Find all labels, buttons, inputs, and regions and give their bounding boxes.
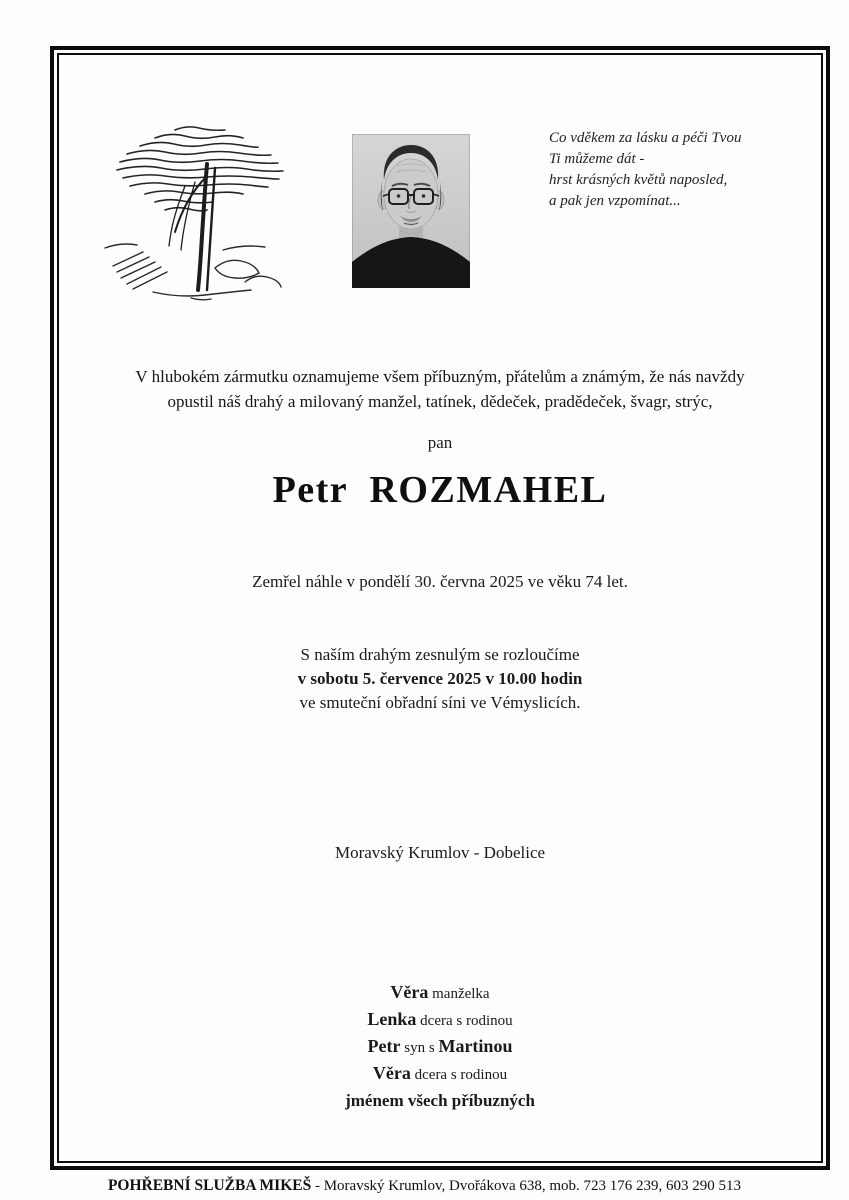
funeral-company-name: POHŘEBNÍ SLUŽBA MIKEŠ [107, 1177, 312, 1194]
mourner-row [60, 1007, 820, 1034]
deceased-portrait-photo [352, 134, 470, 288]
verse-line: Co vděkem za lásku a péči Tvou [549, 130, 742, 146]
residence-location: Moravský Krumlov - Dobelice [334, 843, 546, 862]
funeral-company-details: - Moravský Krumlov, Dvořákova 638, mob. 723 176 239, 603 290 513 [314, 1178, 742, 1194]
announcement-line: V hlubokém zármutku oznamujeme všem příbuzným, přátelům a známým, že nás navždy [135, 367, 745, 386]
verse-line: a pak jen vzpomínat... [549, 193, 681, 209]
funeral-details [60, 643, 820, 715]
deceased-name: Petr ROZMAHEL [272, 469, 608, 511]
closing-phrase: jménem všech příbuzných [345, 1091, 535, 1110]
mourner-name: Věra [390, 982, 429, 1002]
funeral-date-time: v sobotu 5. července 2025 v 10.00 hodin [297, 669, 583, 688]
verse-line: Ti můžeme dát - [549, 151, 645, 167]
mourner-row [60, 980, 820, 1007]
mourner-relation: syn s [404, 1040, 435, 1056]
tree-landscape-sketch-image [95, 116, 303, 304]
mourner-name: Věra [372, 1063, 411, 1083]
mourner-name: Petr [367, 1036, 401, 1056]
death-notice: Zemřel náhle v pondělí 30. června 2025 ve věku 74 let. [252, 572, 628, 591]
announcement-paragraph [60, 364, 820, 414]
memorial-verse [549, 128, 805, 212]
funeral-service-footer [15, 1177, 834, 1195]
announcement-line: opustil náš drahý a milovaný manžel, tatínek, dědeček, pradědeček, švagr, strýc, [167, 392, 713, 411]
mourners-list [60, 980, 820, 1088]
mourner-name: Lenka [367, 1009, 417, 1029]
salutation: pan [427, 433, 453, 452]
mourner-row [60, 1061, 820, 1088]
funeral-place: ve smuteční obřadní síni ve Vémyslicích. [299, 693, 581, 712]
mourner-relation: dcera s rodinou [414, 1067, 508, 1083]
mourner-row [60, 1034, 820, 1061]
mourner-partner: Martinou [438, 1036, 513, 1056]
mourner-relation: dcera s rodinou [420, 1013, 513, 1029]
verse-line: hrst krásných květů naposled, [549, 172, 728, 188]
mourner-relation: manželka [432, 986, 490, 1002]
funeral-line: S naším drahým zesnulým se rozloučíme [300, 645, 580, 664]
